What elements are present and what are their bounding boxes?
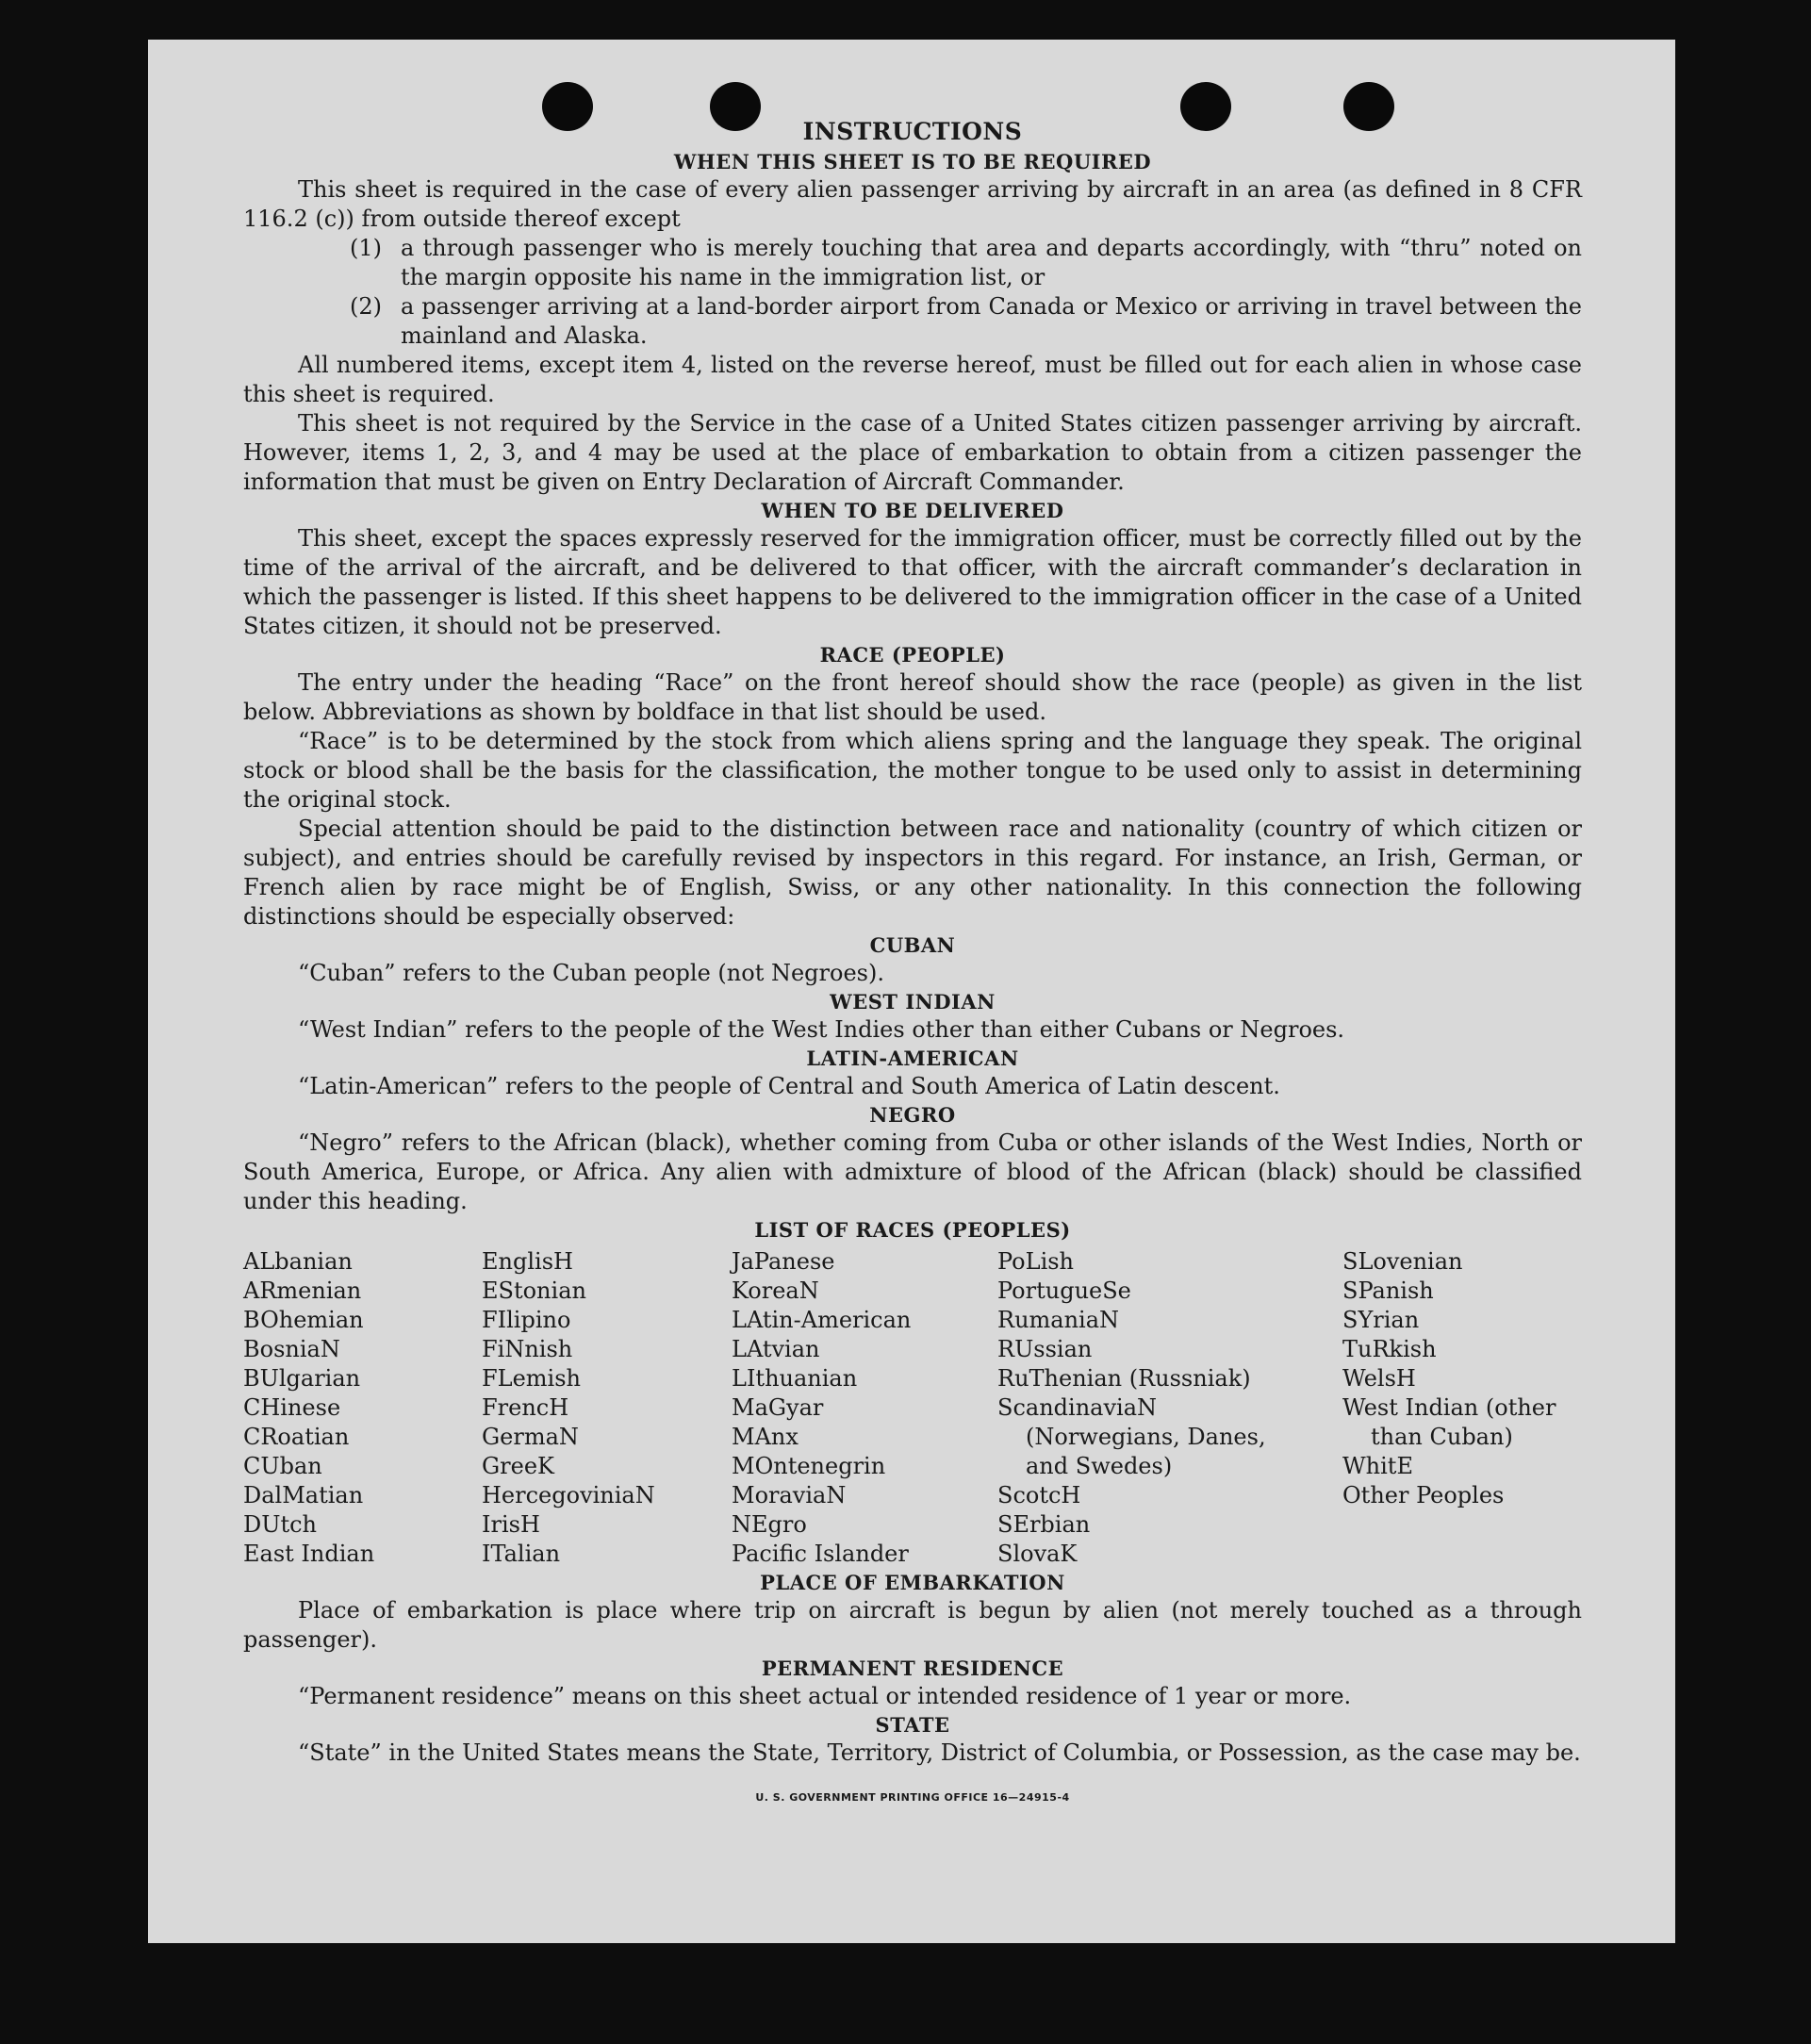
races-column	[1342, 1247, 1582, 1569]
race-item: East Indian	[243, 1541, 375, 1567]
race-item: SlovaK	[997, 1541, 1078, 1567]
paragraph: This sheet is not required by the Service in the case of a United States citizen passenger arriving by aircraft. However, items 1, 2, 3, and 4 may be used at the place of embarkation to obtain from a citizen passenger the information that must be given on Entry Declaration of Aircraft Commander.	[243, 410, 1582, 495]
race-item: DalMatian	[243, 1482, 364, 1508]
races-column	[243, 1247, 482, 1569]
races-list	[243, 1247, 1582, 1569]
section-heading: LIST OF RACES (PEOPLES)	[754, 1218, 1071, 1242]
race-item: SPanish	[1342, 1278, 1434, 1304]
paragraph: “State” in the United States means the State, Territory, District of Columbia, or Possession, as the case may be.	[298, 1739, 1581, 1766]
printer-imprint: U. S. GOVERNMENT PRINTING OFFICE 16—24915-4	[755, 1791, 1070, 1804]
list-item: (1) a through passenger who is merely touching that area and departs accordingly, with “thru” noted on the margin opposite his name in the immigration list, or	[350, 235, 1582, 290]
paragraph: “Latin-American” refers to the people of Central and South America of Latin descent.	[298, 1073, 1280, 1099]
race-item: TuRkish	[1342, 1336, 1437, 1362]
section-heading: PERMANENT RESIDENCE	[761, 1657, 1064, 1680]
race-item: RUssian	[997, 1336, 1093, 1362]
race-item: LIthuanian	[732, 1365, 858, 1392]
race-item: BOhemian	[243, 1307, 364, 1333]
race-item: SYrian	[1342, 1307, 1420, 1333]
paragraph: “Cuban” refers to the Cuban people (not Negroes).	[298, 960, 884, 986]
paragraph: The entry under the heading “Race” on the front hereof should show the race (people) as given in the list below. Abbreviations as shown by boldface in that list should be used.	[243, 669, 1582, 725]
race-item: RuThenian (Russniak)	[997, 1365, 1251, 1392]
section-heading: CUBAN	[869, 933, 956, 957]
paragraph: This sheet is required in the case of every alien passenger arriving by aircraft in an area (as defined in 8 CFR 116.2 (c)) from outside thereof except	[243, 176, 1582, 232]
race-item: ARmenian	[243, 1278, 362, 1304]
race-item: FIlipino	[482, 1307, 571, 1333]
race-item: ScandinaviaN (Norwegians, Danes, and Swedes)	[997, 1394, 1266, 1479]
page-title: INSTRUCTIONS	[802, 118, 1023, 145]
race-item: DUtch	[243, 1511, 318, 1538]
race-item: FiNnish	[482, 1336, 573, 1362]
paragraph: Place of embarkation is place where trip on aircraft is begun by alien (not merely touched as a through passenger).	[243, 1597, 1582, 1653]
paragraph: This sheet, except the spaces expressly reserved for the immigration officer, must be correctly filled out by the time of the arrival of the aircraft, and be delivered to that officer, with the aircraft commander’s declaration in which the passenger is listed. If this sheet happens to be delivered to the immigration officer in the case of a United States citizen, it should not be preserved.	[243, 525, 1582, 639]
section-heading: WEST INDIAN	[830, 990, 996, 1014]
race-item: HercegoviniaN	[482, 1482, 655, 1508]
race-item: MaGyar	[732, 1394, 824, 1421]
race-item: FrencH	[482, 1394, 569, 1421]
document-sheet	[148, 40, 1675, 1943]
race-item: GreeK	[482, 1453, 554, 1479]
race-item: KoreaN	[732, 1278, 819, 1304]
race-item: IrisH	[482, 1511, 540, 1538]
paragraph: “Negro” refers to the African (black), whether coming from Cuba or other islands of the West Indies, North or South America, Europe, or Africa. Any alien with admixture of blood of the African (black) should be classified under this heading.	[243, 1129, 1582, 1214]
instructions-content	[243, 116, 1582, 1812]
paragraph: “Permanent residence” means on this sheet actual or intended residence of 1 year or more.	[298, 1683, 1352, 1709]
race-item: ITalian	[482, 1541, 561, 1567]
race-item: West Indian (other than Cuban)	[1342, 1394, 1556, 1450]
section-heading: PLACE OF EMBARKATION	[760, 1571, 1065, 1594]
race-item: CHinese	[243, 1394, 341, 1421]
races-column	[482, 1247, 732, 1569]
race-item: WhitE	[1342, 1453, 1413, 1479]
race-item: JaPanese	[732, 1248, 835, 1275]
paragraph: All numbered items, except item 4, listed on the reverse hereof, must be filled out for each alien in whose case this sheet is required.	[243, 352, 1582, 407]
paragraph: “Race” is to be determined by the stock from which aliens spring and the language they speak. The original stock or blood shall be the basis for the classification, the mother tongue to be used only to assist in determining the original stock.	[243, 728, 1582, 813]
race-item: EStonian	[482, 1278, 586, 1304]
race-item: BUlgarian	[243, 1365, 361, 1392]
section-heading: STATE	[875, 1713, 950, 1737]
races-column	[732, 1247, 997, 1569]
race-item: EnglisH	[482, 1248, 573, 1275]
section-heading: WHEN THIS SHEET IS TO BE REQUIRED	[673, 150, 1152, 173]
races-column	[997, 1247, 1276, 1569]
race-item: LAtvian	[732, 1336, 820, 1362]
race-item: MAnx	[732, 1424, 798, 1450]
race-item: ScotcH	[997, 1482, 1081, 1508]
race-item: GermaN	[482, 1424, 579, 1450]
race-item: CUban	[243, 1453, 322, 1479]
section-heading: LATIN-AMERICAN	[806, 1047, 1019, 1070]
race-item: PortugueSe	[997, 1278, 1131, 1304]
race-item: RumaniaN	[997, 1307, 1120, 1333]
race-item: Other Peoples	[1342, 1482, 1505, 1508]
race-item: SLovenian	[1342, 1248, 1463, 1275]
race-item: PoLish	[997, 1248, 1075, 1275]
list-item: (2) a passenger arriving at a land-border airport from Canada or Mexico or arriving in travel between the mainland and Alaska.	[350, 293, 1582, 349]
race-item: SErbian	[997, 1511, 1091, 1538]
race-item: MOntenegrin	[732, 1453, 886, 1479]
race-item: FLemish	[482, 1365, 581, 1392]
race-item: MoraviaN	[732, 1482, 847, 1508]
race-item: CRoatian	[243, 1424, 350, 1450]
race-item: Pacific Islander	[732, 1541, 909, 1567]
section-heading: RACE (PEOPLE)	[819, 643, 1006, 667]
race-item: ALbanian	[243, 1248, 353, 1275]
paragraph: Special attention should be paid to the distinction between race and nationality (country of which citizen or subject), and entries should be carefully revised by inspectors in this regard. For instance, an Irish, German, or French alien by race might be of English, Swiss, or any other nationality. In this connection the following distinctions should be especially observed:	[243, 816, 1582, 930]
race-item: WelsH	[1342, 1365, 1416, 1392]
race-item: NEgro	[732, 1511, 807, 1538]
section-heading: NEGRO	[869, 1103, 956, 1127]
race-item: LAtin-American	[732, 1307, 912, 1333]
race-item: BosniaN	[243, 1336, 340, 1362]
section-heading: WHEN TO BE DELIVERED	[761, 499, 1064, 522]
paragraph: “West Indian” refers to the people of the West Indies other than either Cubans or Negroes.	[298, 1016, 1345, 1043]
